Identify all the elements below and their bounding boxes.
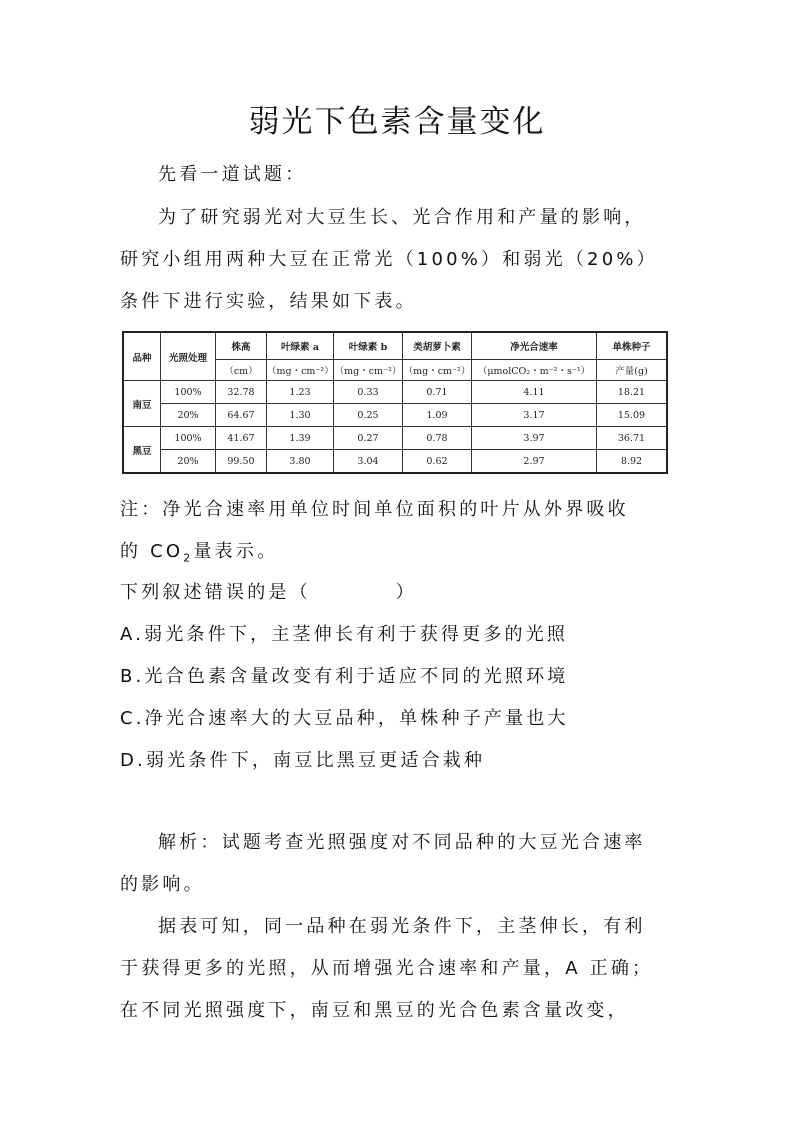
option-c: C.净光合速率大的大豆品种，单株种子产量也大 xyxy=(120,708,569,729)
rate-cell: 4.11 xyxy=(472,381,597,404)
header-light: 光照处理 xyxy=(161,332,216,381)
header-seed: 单株种子 xyxy=(597,332,668,360)
header-seed-unit: 产量(g) xyxy=(597,360,668,381)
chl-a-cell: 3.80 xyxy=(267,450,334,474)
height-cell: 41.67 xyxy=(216,427,267,450)
analysis-line-1: 解析：试题考查光照强度对不同品种的大豆光合速率 xyxy=(158,832,646,853)
table-row xyxy=(123,450,667,474)
page-title: 弱光下色素含量变化 xyxy=(248,104,546,140)
header-rate: 净光合速率 xyxy=(472,332,597,360)
header-chl-a: 叶绿素 a xyxy=(267,332,334,360)
header-carotene: 类胡萝卜素 xyxy=(403,332,472,360)
question-line-3: 条件下进行实验，结果如下表。 xyxy=(120,291,417,312)
chl-b-cell: 0.27 xyxy=(334,427,403,450)
note-line-2-post: 量表示。 xyxy=(193,541,279,562)
light-cell: 20% xyxy=(161,404,216,427)
chl-b-cell: 3.04 xyxy=(334,450,403,474)
rate-cell: 2.97 xyxy=(472,450,597,474)
option-a: A.弱光条件下，主茎伸长有利于获得更多的光照 xyxy=(120,624,569,645)
header-chl-b-unit: （mg・cm⁻²） xyxy=(334,360,403,381)
carotene-cell: 1.09 xyxy=(403,404,472,427)
note-line-2-pre: 的 CO xyxy=(120,541,184,562)
header-height: 株高 xyxy=(216,332,267,360)
note-line-2 xyxy=(120,537,278,565)
intro-text: 先看一道试题： xyxy=(158,164,307,185)
header-carotene-unit: （mg・cm⁻²） xyxy=(403,360,472,381)
carotene-cell: 0.62 xyxy=(403,450,472,474)
chl-a-cell: 1.39 xyxy=(267,427,334,450)
light-cell: 20% xyxy=(161,450,216,474)
light-cell: 100% xyxy=(161,381,216,404)
height-cell: 64.67 xyxy=(216,404,267,427)
analysis-line-4: 于获得更多的光照，从而增强光合速率和产量，A 正确； xyxy=(120,958,654,979)
height-cell: 99.50 xyxy=(216,450,267,474)
seed-cell: 18.21 xyxy=(597,381,668,404)
header-height-unit: （cm） xyxy=(216,360,267,381)
seed-cell: 8.92 xyxy=(597,450,668,474)
option-d: D.弱光条件下，南豆比黑豆更适合栽种 xyxy=(120,750,486,771)
seed-cell: 15.09 xyxy=(597,404,668,427)
carotene-cell: 0.71 xyxy=(403,381,472,404)
chl-b-cell: 0.25 xyxy=(334,404,403,427)
height-cell: 32.78 xyxy=(216,381,267,404)
variety-cell: 南豆 xyxy=(123,381,161,427)
header-chl-b: 叶绿素 b xyxy=(334,332,403,360)
header-variety: 品种 xyxy=(123,332,161,381)
header-chl-a-unit: （mg・cm⁻²） xyxy=(267,360,334,381)
table-row xyxy=(123,381,667,404)
variety-cell: 黑豆 xyxy=(123,427,161,474)
table-row xyxy=(123,427,667,450)
note-line-1: 注：净光合速率用单位时间单位面积的叶片从外界吸收 xyxy=(120,499,629,520)
analysis-line-2: 的影响。 xyxy=(120,874,205,895)
chl-a-cell: 1.23 xyxy=(267,381,334,404)
rate-cell: 3.17 xyxy=(472,404,597,427)
chl-a-cell: 1.30 xyxy=(267,404,334,427)
question-line-1: 为了研究弱光对大豆生长、光合作用和产量的影响， xyxy=(158,207,646,228)
question-prompt: 下列叙述错误的是（ ） xyxy=(120,582,417,603)
analysis-line-5: 在不同光照强度下，南豆和黑豆的光合色素含量改变， xyxy=(120,1000,629,1021)
seed-cell: 36.71 xyxy=(597,427,668,450)
question-line-2: 研究小组用两种大豆在正常光（100%）和弱光（20%） xyxy=(120,249,658,270)
light-cell: 100% xyxy=(161,427,216,450)
results-table xyxy=(122,331,668,474)
option-b: B.光合色素含量改变有利于适应不同的光照环境 xyxy=(120,666,569,687)
co2-subscript: 2 xyxy=(183,551,194,565)
header-rate-unit: （μmolCO₂・m⁻²・s⁻¹） xyxy=(472,360,597,381)
carotene-cell: 0.78 xyxy=(403,427,472,450)
analysis-line-3: 据表可知，同一品种在弱光条件下，主茎伸长，有利 xyxy=(158,916,646,937)
chl-b-cell: 0.33 xyxy=(334,381,403,404)
rate-cell: 3.97 xyxy=(472,427,597,450)
table-row xyxy=(123,404,667,427)
